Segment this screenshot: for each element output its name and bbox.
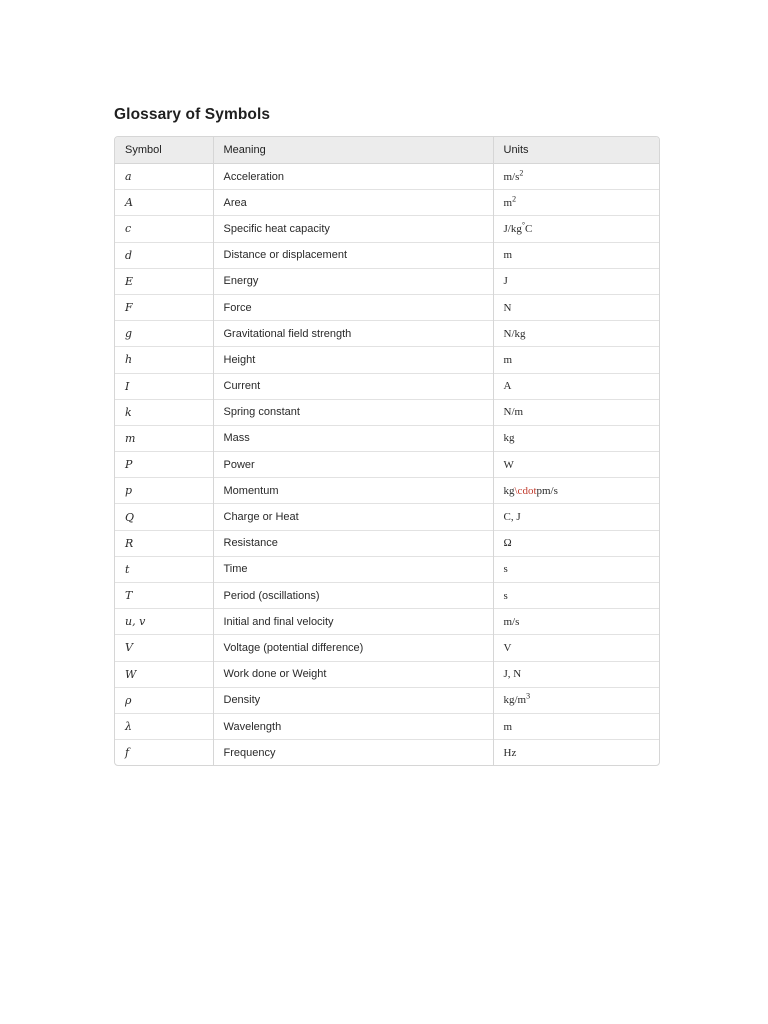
unit-text: m [503,196,513,209]
unit-text: s [503,563,508,576]
table-header [115,137,659,164]
meaning-cell: Power [213,452,493,478]
units-cell [493,583,659,609]
meaning-cell: Height [213,347,493,373]
table-row [115,164,659,190]
symbol-cell: ρ [115,687,213,713]
units-cell [493,242,659,268]
symbol-cell: R [115,530,213,556]
table-row [115,294,659,320]
symbol-cell: g [115,321,213,347]
unit-text: m [503,249,513,262]
symbol-cell: a [125,170,132,184]
units-cell [493,373,659,399]
unit-text: W [503,458,514,471]
units-cell [493,399,659,425]
table-row [115,609,659,635]
symbol-cell: A [115,190,213,216]
symbol-cell: V [115,635,213,661]
table-row [115,740,659,766]
unit-exponent: 2 [519,167,524,177]
units-cell [493,268,659,294]
meaning-cell: Force [213,294,493,320]
symbol-cell: c [115,216,213,242]
symbol-cell: t [115,556,213,582]
unit-exponent: 2 [512,194,517,204]
unit-render-error: \cdot [514,484,537,497]
meaning-cell: Area [213,190,493,216]
meaning-cell: Current [213,373,493,399]
meaning-cell: Specific heat capacity [213,216,493,242]
units-cell [493,478,659,504]
units-cell [493,530,659,556]
meaning-cell: Work done or Weight [213,661,493,687]
header-row [115,137,659,164]
table-row [115,504,659,530]
symbol-cell: u, v [115,609,213,635]
table-row [115,268,659,294]
meaning-cell: Gravitational field strength [213,321,493,347]
table-row [115,687,659,713]
symbol-cell: W [115,661,213,687]
table-row [115,399,659,425]
symbol-cell: h [115,347,213,373]
glossary-table-container [114,136,660,766]
units-cell [493,425,659,451]
table-row [115,713,659,739]
units-cell [493,713,659,739]
unit-exponent: ° [521,220,526,230]
meaning-cell: Spring constant [213,399,493,425]
meaning-cell: Period (oscillations) [213,583,493,609]
meaning-cell: Frequency [213,740,493,766]
table-row [115,478,659,504]
unit-text: kg/m [503,694,527,707]
unit-text: V [503,641,512,654]
table-row [115,373,659,399]
table-row [115,242,659,268]
unit-text: m [503,720,513,733]
units-cell [493,294,659,320]
unit-text: Ω [503,537,512,550]
table-body [115,164,659,766]
unit-text: A [503,380,512,393]
units-cell [493,635,659,661]
symbol-cell: F [115,294,213,320]
units-cell [493,452,659,478]
symbol-cell: d [115,242,213,268]
unit-text: s [503,589,508,602]
units-cell [493,687,659,713]
meaning-cell: Energy [213,268,493,294]
unit-text: J [503,275,508,288]
unit-text: m [503,353,513,366]
unit-text: J/kg [503,222,522,235]
units-cell [493,609,659,635]
units-cell [493,556,659,582]
symbol-cell: P [115,452,213,478]
units-cell [493,164,659,190]
table-row [115,530,659,556]
unit-text: C, J [503,511,521,524]
unit-text: N/kg [503,327,526,340]
symbol-cell: T [115,583,213,609]
column-header-symbol: Symbol [115,137,213,164]
units-cell [493,504,659,530]
symbol-cell: Q [115,504,213,530]
meaning-cell: Wavelength [213,713,493,739]
table-row [115,556,659,582]
meaning-cell: Momentum [213,478,493,504]
meaning-cell: Distance or displacement [213,242,493,268]
meaning-cell: Charge or Heat [213,504,493,530]
column-header-units: Units [493,137,659,164]
symbol-cell: λ [115,713,213,739]
table-row [115,635,659,661]
table-row [115,321,659,347]
glossary-table [115,137,659,765]
meaning-cell: Mass [213,425,493,451]
table-row [115,216,659,242]
table-row [115,347,659,373]
table-row [115,583,659,609]
unit-text: kg [503,484,515,497]
unit-text: Hz [503,746,517,759]
meaning-cell: Voltage (potential difference) [213,635,493,661]
unit-text: C [525,222,533,235]
symbol-cell: m [115,425,213,451]
symbol-cell: f [115,740,213,766]
symbol-cell: I [115,373,213,399]
table-row [115,425,659,451]
symbol-cell: E [115,268,213,294]
table-row [115,661,659,687]
meaning-cell: Resistance [213,530,493,556]
unit-text: N/m [503,406,524,419]
symbol-cell: p [115,478,213,504]
unit-text: kg [503,432,515,445]
page-title: Glossary of Symbols [114,106,271,123]
table-row [115,190,659,216]
column-header-meaning: Meaning [213,137,493,164]
unit-exponent: 3 [526,691,531,701]
units-cell [493,661,659,687]
unit-text: N [503,301,512,314]
units-cell [493,190,659,216]
units-cell [493,321,659,347]
meaning-cell: Density [213,687,493,713]
units-cell [493,347,659,373]
unit-text: m/s [503,615,520,628]
symbol-cell: k [115,399,213,425]
unit-text: J, N [503,668,522,681]
units-cell [493,740,659,766]
meaning-cell: Time [213,556,493,582]
unit-text: pm/s [536,484,558,497]
meaning-cell: Acceleration [213,164,493,190]
table-row [115,452,659,478]
meaning-cell: Initial and final velocity [213,609,493,635]
units-cell [493,216,659,242]
unit-text: m/s [503,170,520,183]
